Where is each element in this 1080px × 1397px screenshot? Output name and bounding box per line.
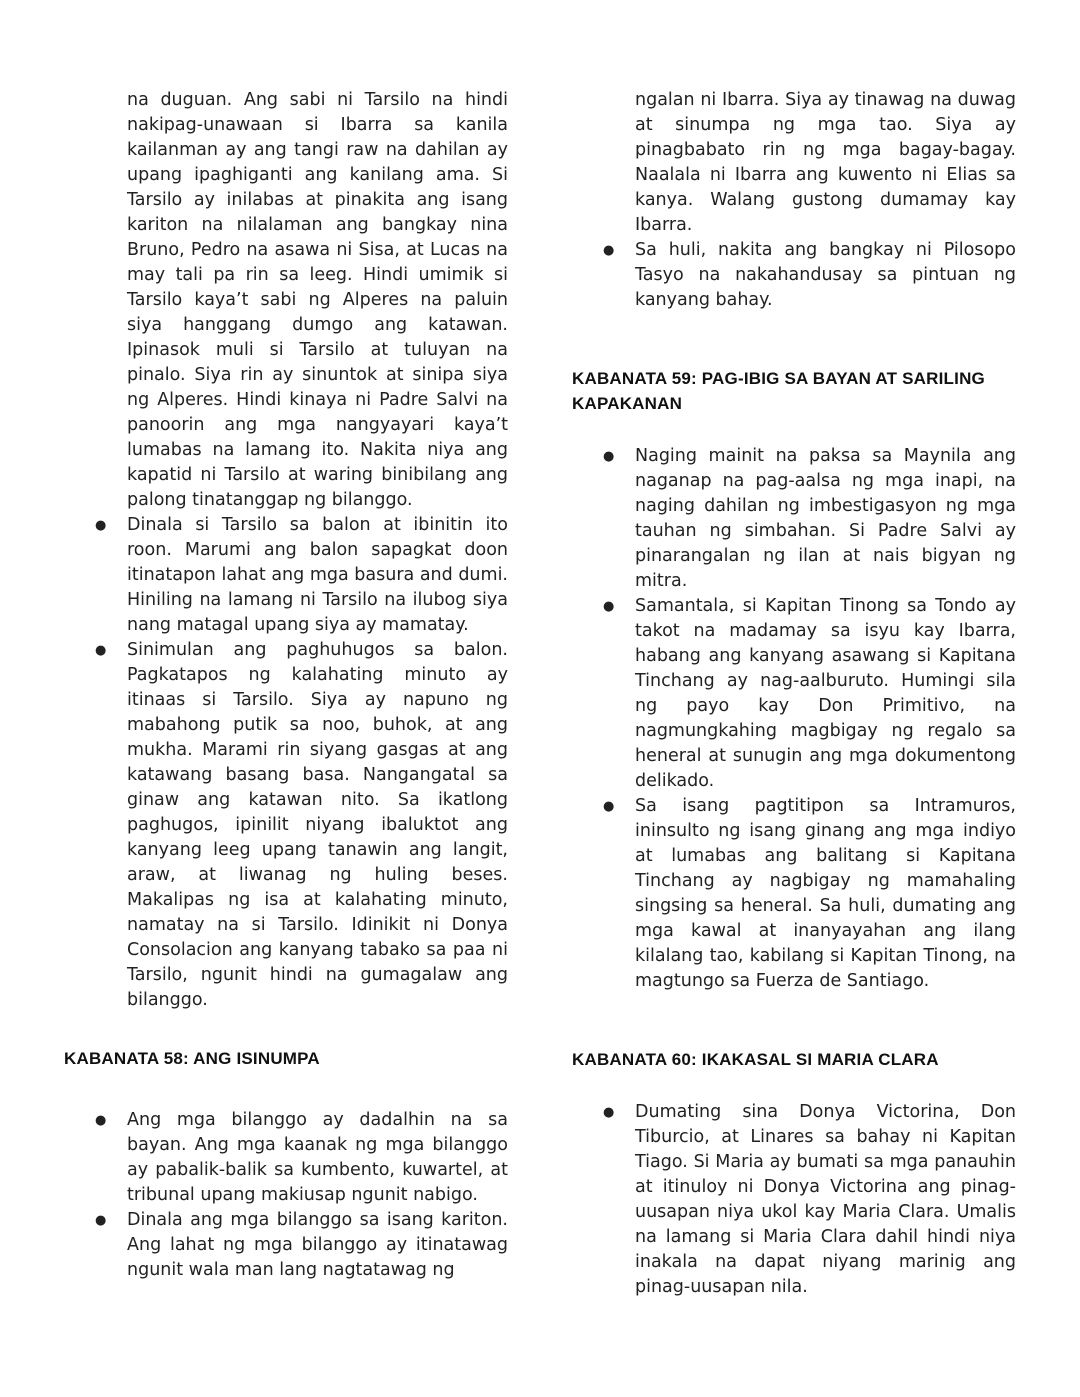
bullet-list <box>572 238 1016 313</box>
list-item <box>603 1100 1016 1300</box>
list-item <box>95 1108 508 1208</box>
section-heading-60: KABANATA 60: IKAKASAL SI MARIA CLARA <box>572 1050 939 1069</box>
bullet-icon: ● <box>603 243 615 258</box>
continuation-paragraph: na duguan. Ang sabi ni Tarsilo na hindi nakipag-unawaan si Ibarra sa kanila kailanman ay ang tangi raw na dahilan ay upang ipaghiganti ang kanilang ama. Si Tarsilo ay inilabas at pinakita ang isang kariton na nilalaman ang bangkay nina Bruno, Pedro na asawa ni Sisa, at Lucas na may tali pa rin sa leeg. Hindi umimik si Tarsilo kaya’t sabi ng Alperes na paluin siya hanggang dumgo ang katawan. Ipinasok muli si Tarsilo at tuluyan na pinalo. Siya rin ay sinuntok at sinipa siya ng Alperes. Hindi kinaya ni Padre Salvi na panoorin ang mga nangyayari kaya’t lumabas na lamang ito. Nakita niya ang kapatid ni Tarsilo at waring binibilang ang palong tinatanggap ng bilanggo. <box>127 90 508 510</box>
list-item <box>603 238 1016 313</box>
list-item-text: Dinala ang mga bilanggo sa isang kariton. Ang lahat ng mga bilanggo ay itinatawag ngunit wala man lang nagtatawag ng <box>127 1210 508 1280</box>
list-item <box>95 1208 508 1283</box>
list-item-text: Sinimulan ang paghuhugos sa balon. Pagkatapos ng kalahating minuto ay itinaas si Tarsilo. Siya ay napuno ng mabahong putik sa noo, buhok, at ang mukha. Marami rin siyang gasgas at ang katawang basang basa. Nangangatal sa ginaw ang katawan nito. Sa ikatlong paghugos, ipinilit niyang ibaluktot ang kanyang leeg upang tanawin ang langit, araw, at liwanag ng huling beses. Makalipas ng isa at kalahating minuto, namatay na si Tarsilo. Idinikit ni Donya Consolacion ang kanyang tabako sa paa ni Tarsilo, ngunit hindi na gumagalaw ang bilanggo. <box>127 640 508 1010</box>
bullet-icon: ● <box>95 1113 107 1128</box>
bullet-list <box>572 444 1016 994</box>
bullet-list <box>572 1100 1016 1300</box>
list-item <box>603 444 1016 594</box>
bullet-list <box>64 513 508 1013</box>
list-item-text: Dinala si Tarsilo sa balon at ibinitin ito roon. Marumi ang balon sapagkat doon itinatapon lahat ang mga basura and dumi. Hiniling na lamang ni Tarsilo na ilubog siya nang matagal upang siya ay mamatay. <box>127 515 508 635</box>
bullet-icon: ● <box>95 1213 107 1228</box>
bullet-icon: ● <box>603 799 615 814</box>
list-item-text: Sa isang pagtitipon sa Intramuros, ininsulto ng isang ginang ang mga indiyo at lumabas ang balitang si Kapitana Tinchang ay nagbigay ng mamahaling singsing sa heneral. Sa huli, dumating ang mga kawal at inanyayahan ang ilang kilalang tao, kabilang si Kapitan Tinong, na magtungo sa Fuerza de Santiago. <box>635 796 1016 991</box>
list-item <box>603 794 1016 994</box>
section-heading-58: KABANATA 58: ANG ISINUMPA <box>64 1049 320 1068</box>
right-column <box>572 88 1016 1300</box>
bullet-icon: ● <box>603 1105 615 1120</box>
bullet-icon: ● <box>603 449 615 464</box>
bullet-icon: ● <box>95 518 107 533</box>
list-item-text: Ang mga bilanggo ay dadalhin na sa bayan. Ang mga kaanak ng mga bilanggo ay pabalik-balik sa kumbento, kuwartel, at tribunal upang makiusap ngunit nabigo. <box>127 1110 508 1205</box>
left-column <box>64 88 508 1283</box>
continuation-paragraph: ngalan ni Ibarra. Siya ay tinawag na duwag at sinumpa ng mga tao. Siya ay pinagbabato rin ng mga bagay-bagay. Naalala ni Ibarra ang kuwento ni Elias sa kanya. Walang gustong dumamay kay Ibarra. <box>635 90 1016 235</box>
list-item-text: Naging mainit na paksa sa Maynila ang naganap na pag-aalsa ng mga inapi, na naging dahilan ng imbestigasyon ng mga tauhan ng simbahan. Si Padre Salvi ay pinarangalan ng ilan at nais bigyan ng mitra. <box>635 446 1016 591</box>
list-item-text: Samantala, si Kapitan Tinong sa Tondo ay takot na madamay sa isyu kay Ibarra, habang ang kanyang asawang si Kapitana Tinchang ay nag-aalburuto. Humingi sila ng payo kay Don Primitivo, na nagmungkahing magbigay ng regalo sa heneral at sunugin ang mga dokumentong delikado. <box>635 596 1016 791</box>
bullet-list <box>64 1108 508 1283</box>
list-item-text: Sa huli, nakita ang bangkay ni Pilosopo Tasyo na nakahandusay sa pintuan ng kanyang bahay. <box>635 240 1016 310</box>
list-item <box>95 513 508 638</box>
section-heading-59: KABANATA 59: PAG-IBIG SA BAYAN AT SARILING KAPAKANAN <box>572 369 985 413</box>
list-item <box>603 594 1016 794</box>
bullet-icon: ● <box>95 643 107 658</box>
bullet-icon: ● <box>603 599 615 614</box>
list-item <box>95 638 508 1013</box>
list-item-text: Dumating sina Donya Victorina, Don Tiburcio, at Linares sa bahay ni Kapitan Tiago. Si Maria ay bumati sa mga panauhin at itinuloy ni Donya Victorina ang pinag-uusapan niya ukol kay Maria Clara. Umalis na lamang si Maria Clara dahil hindi niya inakala na dapat niyang marinig ang pinag-uusapan nila. <box>635 1102 1016 1297</box>
